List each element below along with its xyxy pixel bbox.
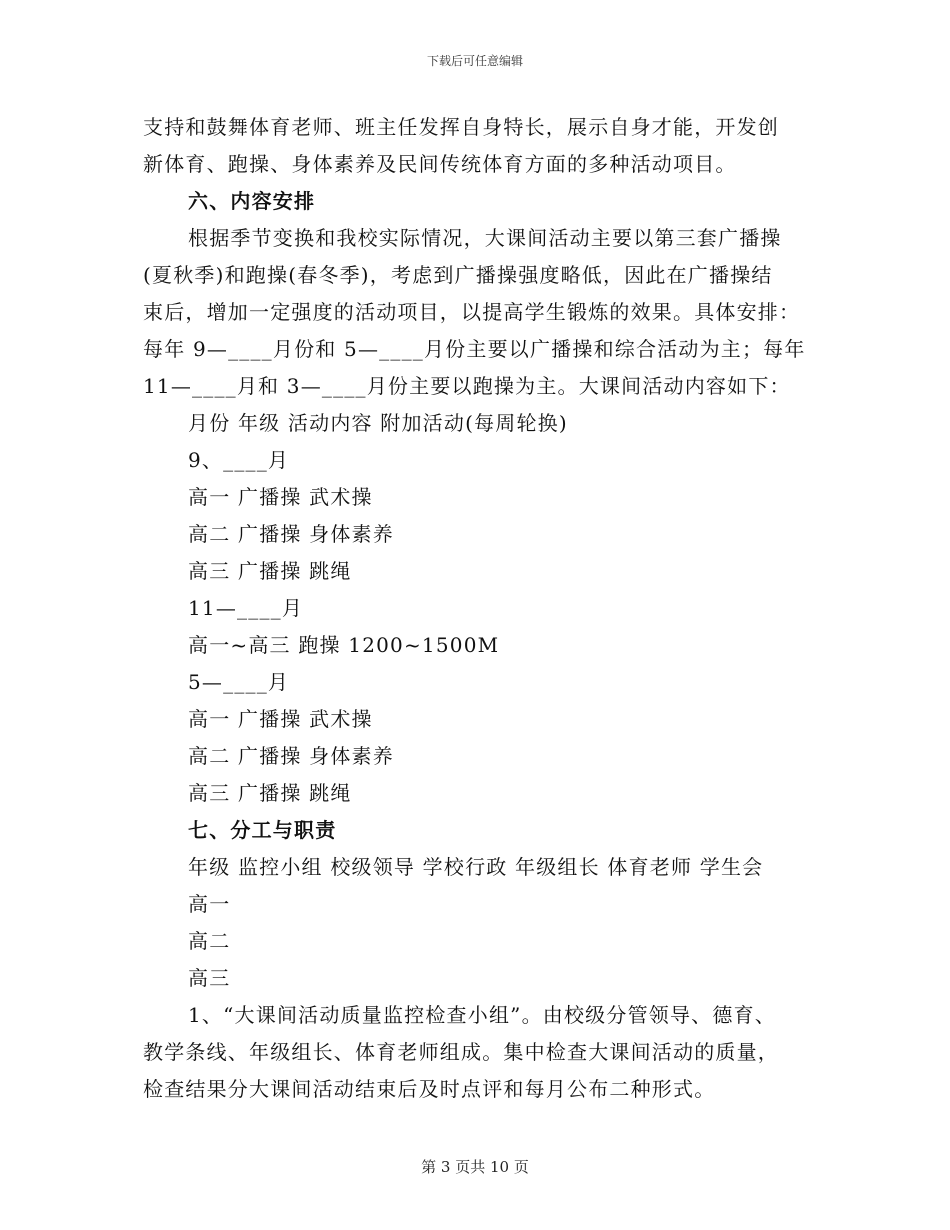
schedule-row: 高二 广播操 身体素养 [188, 744, 394, 768]
month-label: 5—____月 [188, 670, 290, 694]
section-heading: 六、内容安排 [188, 189, 316, 213]
paragraph-line: 每年 9—____月份和 5—____月份主要以广播操和综合活动为主；每年 [143, 337, 806, 361]
paragraph-line: 教学条线、年级组长、体育老师组成。集中检查大课间活动的质量， [143, 1040, 779, 1064]
paragraph-line: 1、“大课间活动质量监控检查小组”。由校级分管领导、德育、 [188, 1003, 776, 1027]
paragraph-line: 支持和鼓舞体育老师、班主任发挥自身特长，展示自身才能，开发创 [143, 115, 779, 139]
schedule-row: 高一~高三 跑操 1200~1500M [188, 633, 500, 657]
schedule-row: 高一 广播操 武术操 [188, 707, 373, 731]
page-header: 下载后可任意编辑 [426, 54, 523, 68]
paragraph-line: 检查结果分大课间活动结束后及时点评和每月公布二种形式。 [143, 1077, 716, 1101]
section-heading: 七、分工与职责 [188, 818, 337, 842]
grade-row: 高二 [188, 929, 231, 953]
paragraph-line: 束后，增加一定强度的活动项目，以提高学生锻炼的效果。具体安排： [143, 300, 801, 324]
month-label: 11—____月 [188, 596, 304, 620]
schedule-row: 高一 广播操 武术操 [188, 485, 373, 509]
grade-row: 高三 [188, 966, 231, 990]
table-header-line: 月份 年级 活动内容 附加活动(每周轮换) [188, 411, 568, 435]
page-footer: 第 3 页共 10 页 [421, 1158, 529, 1176]
grade-row: 高一 [188, 892, 231, 916]
month-label: 9、____月 [188, 448, 290, 472]
paragraph-line: 11—____月和 3—____月份主要以跑操为主。大课间活动内容如下： [143, 374, 791, 398]
schedule-row: 高二 广播操 身体素养 [188, 522, 394, 546]
paragraph-line: 新体育、跑操、身体素养及民间传统体育方面的多种活动项目。 [143, 152, 737, 176]
table-header-line: 年级 监控小组 校级领导 学校行政 年级组长 体育老师 学生会 [188, 855, 764, 879]
paragraph-line: 根据季节变换和我校实际情况，大课间活动主要以第三套广播操 [188, 226, 782, 250]
paragraph-line: (夏秋季)和跑操(春冬季)，考虑到广播操强度略低，因此在广播操结 [143, 263, 773, 287]
schedule-row: 高三 广播操 跳绳 [188, 781, 352, 805]
schedule-row: 高三 广播操 跳绳 [188, 559, 352, 583]
